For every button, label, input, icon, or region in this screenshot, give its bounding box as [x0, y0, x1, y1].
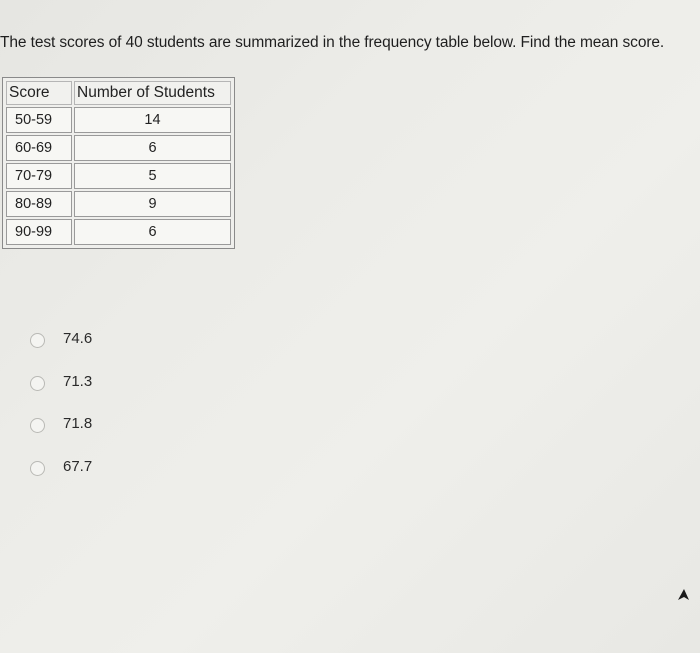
count-cell: 9: [74, 191, 231, 217]
score-cell: 70-79: [6, 163, 72, 189]
mouse-pointer-icon: [676, 588, 690, 604]
score-cell: 80-89: [6, 191, 72, 217]
answer-options: [30, 330, 92, 500]
count-cell: 6: [74, 219, 231, 245]
answer-option-1[interactable]: [30, 330, 92, 373]
table-row: [6, 219, 231, 245]
radio-button[interactable]: [30, 418, 45, 433]
header-score: Score: [6, 81, 72, 105]
option-label: 71.8: [63, 415, 93, 432]
answer-option-4[interactable]: [30, 458, 92, 501]
answer-option-2[interactable]: [30, 373, 92, 416]
count-cell: 14: [74, 107, 231, 133]
table-row: [6, 135, 231, 161]
answer-option-3[interactable]: [30, 415, 92, 458]
table-header-row: [6, 81, 231, 105]
radio-button[interactable]: [30, 376, 45, 391]
radio-button[interactable]: [30, 333, 45, 348]
count-cell: 5: [74, 163, 231, 189]
frequency-table: [2, 77, 235, 249]
radio-button[interactable]: [30, 461, 45, 476]
count-cell: 6: [74, 135, 231, 161]
score-cell: 50-59: [6, 107, 72, 133]
score-cell: 60-69: [6, 135, 72, 161]
option-label: 67.7: [63, 457, 93, 475]
header-number-of-students: Number of Students: [74, 81, 231, 105]
option-label: 71.3: [63, 372, 93, 390]
table-row: [6, 191, 231, 217]
option-label: 74.6: [63, 330, 93, 347]
table-row: [6, 107, 231, 133]
table-row: [6, 163, 231, 189]
question-text: The test scores of 40 students are summarized in the frequency table below. Find the mean score.: [0, 34, 665, 51]
score-cell: 90-99: [6, 219, 72, 245]
